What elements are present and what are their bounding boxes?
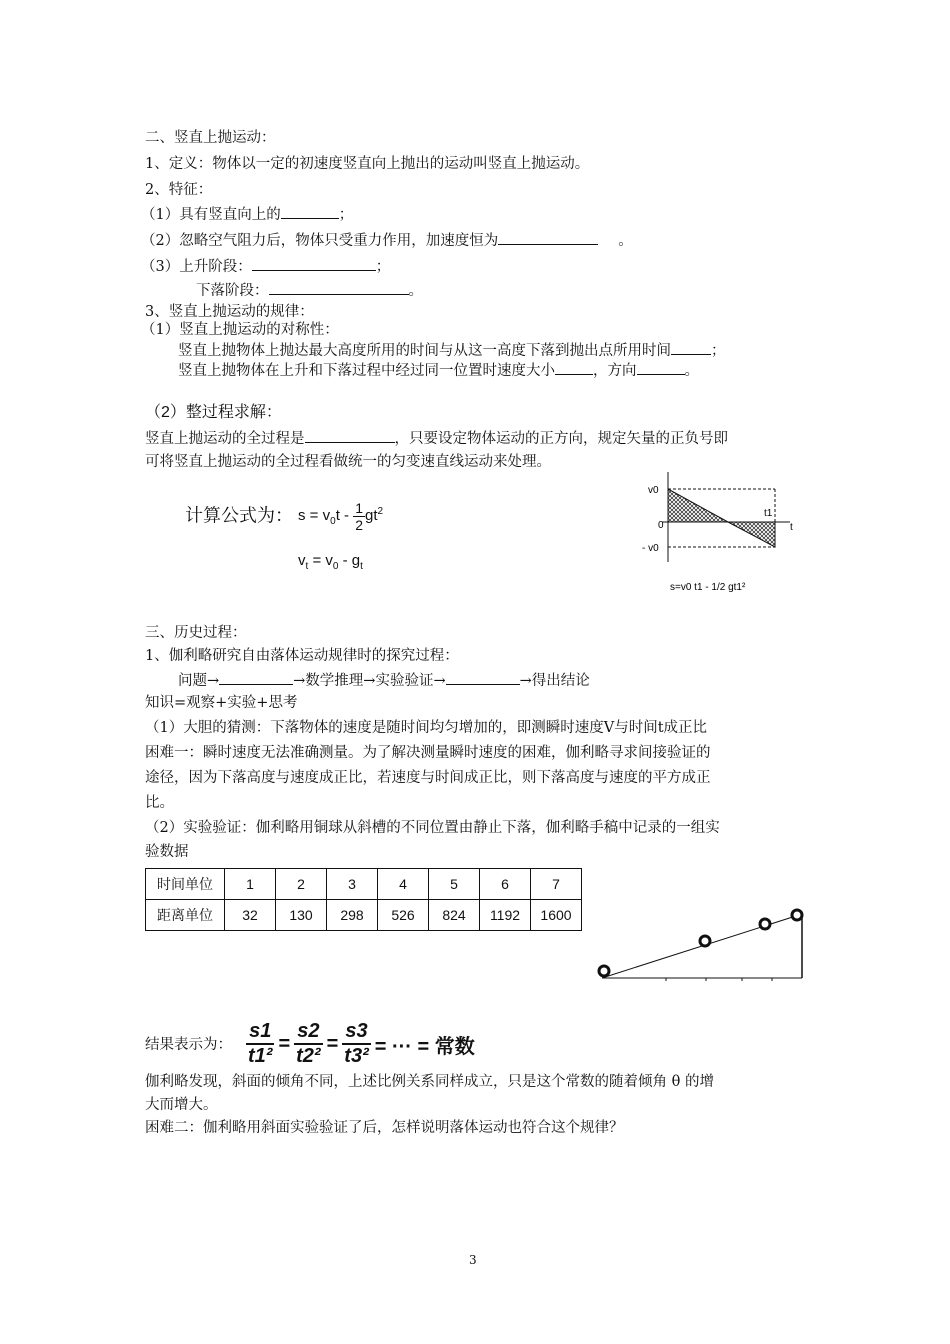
whole-process-title: （2）整过程求解： — [145, 404, 282, 421]
blank-5[interactable] — [671, 340, 711, 355]
incline-diagram — [592, 898, 812, 988]
features-title: 2、特征： — [145, 182, 213, 198]
table-cell: 3 — [327, 869, 378, 900]
table-cell: 2 — [276, 869, 327, 900]
blank-4[interactable] — [269, 280, 409, 295]
difficulty1-c: 比。 — [145, 795, 174, 811]
whole-process-1: 竖直上抛运动的全过程是 ，只要设定物体运动的正方向，规定矢量的正负号即 — [145, 428, 728, 449]
finding-b: 大而增大。 — [145, 1097, 218, 1113]
calc-formula-s: 计算公式为： $s = v_0t$ - $\frac{1}{2}$ $gt^2$ — [185, 500, 384, 533]
difficulty1-b: 途径，因为下落高度与速度成正比，若速度与时间成正比，则下落高度与速度的平方成正 — [145, 770, 711, 786]
area-positive — [668, 489, 728, 522]
whole-process-2: 可将竖直上抛运动的全过程看做统一的匀变速直线运动来处理。 — [145, 454, 551, 470]
table-cell: 130 — [276, 900, 327, 931]
table-cell: 1600 — [531, 900, 582, 931]
label-t1: t1 — [764, 508, 773, 519]
label-v0: v0 — [648, 485, 659, 496]
table-row-distance — [146, 900, 582, 931]
law-title: 3、竖直上抛运动的规律： — [145, 304, 314, 320]
inquiry-flow: 问题→ →数学推理→实验验证→ →得出结论 — [178, 670, 590, 691]
table-cell: 7 — [531, 869, 582, 900]
table-cell: 4 — [378, 869, 429, 900]
symmetry-title: （1）竖直上抛运动的对称性： — [141, 322, 339, 338]
blank-1[interactable] — [281, 204, 339, 219]
experiment-a: （2）实验验证：伽利略用铜球从斜槽的不同位置由静止下落，伽利略手稿中记录的一组实 — [145, 820, 720, 836]
difficulty2: 困难二：伽利略用斜面实验验证了后，怎样说明落体运动也符合这个规律？ — [145, 1120, 624, 1136]
table-cell: 1192 — [480, 900, 531, 931]
table-cell: 5 — [429, 869, 480, 900]
graph-caption: s=v0 t1 - 1/2 gt1² — [670, 582, 746, 593]
ball-icon — [760, 919, 770, 929]
section3-item1: 1、伽利略研究自由落体运动规律时的探究过程： — [145, 648, 459, 664]
definition: 1、定义：物体以一定的初速度竖直向上抛出的运动叫竖直上抛运动。 — [145, 156, 590, 172]
feature-3b: 下落阶段： 。 — [196, 280, 423, 301]
table-cell: 1 — [225, 869, 276, 900]
table-cell: 526 — [378, 900, 429, 931]
label-t: t — [790, 522, 793, 533]
section3-heading: 三、历史过程： — [145, 625, 247, 641]
vt-graph — [640, 470, 810, 600]
knowledge-line: 知识=观察+实验+思考 — [145, 695, 298, 711]
ratio-formula: $\frac{s1}{\text{t1²}}$ = $\frac{s2}{\text{t2²}}$ = $\frac{s3}{\text{t3²}}$ = ··· = 常数 — [248, 1020, 475, 1067]
label-zero: 0 — [658, 520, 664, 531]
blank-2[interactable] — [498, 230, 598, 245]
difficulty1-a: 困难一：瞬时速度无法准确测量。为了解决测量瞬时速度的困难，伽利略寻求间接验证的 — [145, 745, 711, 761]
table-cell: 824 — [429, 900, 480, 931]
blank-3[interactable] — [252, 256, 376, 271]
feature-2: （2）忽略空气阻力后，物体只受重力作用，加速度恒为 。 — [141, 230, 633, 251]
ball-icon — [599, 966, 609, 976]
section2-heading: 二、竖直上抛运动： — [145, 130, 276, 146]
area-negative — [728, 522, 775, 547]
blank-10[interactable] — [446, 670, 520, 685]
symmetry-2: 竖直上抛物体在上升和下落过程中经过同一位置时速度大小 ，方向 。 — [178, 360, 699, 381]
table-cell: 32 — [225, 900, 276, 931]
row-label-time: 时间单位 — [146, 869, 225, 900]
blank-7[interactable] — [637, 360, 685, 375]
row-label-distance: 距离单位 — [146, 900, 225, 931]
blank-6[interactable] — [555, 360, 593, 375]
table-row-time — [146, 869, 582, 900]
result-label: 结果表示为： — [145, 1037, 232, 1053]
bold-guess: （1）大胆的猜测：下落物体的速度是随时间均匀增加的，即测瞬时速度V与时间t成正比 — [145, 720, 708, 736]
galileo-data-table — [145, 868, 582, 931]
table-cell: 298 — [327, 900, 378, 931]
ball-icon — [792, 910, 802, 920]
blank-9[interactable] — [219, 670, 293, 685]
page-number: 3 — [469, 1253, 477, 1267]
table-cell: 6 — [480, 869, 531, 900]
label-neg-v0: - v0 — [642, 543, 659, 554]
experiment-b: 验数据 — [145, 844, 189, 860]
feature-3: （3）上升阶段： ； — [141, 256, 390, 277]
calc-formula-v: $v_t = v_0 - g_t$ — [298, 552, 363, 572]
feature-1: （1）具有竖直向上的 ； — [141, 204, 353, 225]
symmetry-1: 竖直上抛物体上抛达最大高度所用的时间与从这一高度下落到抛出点所用时间 ； — [178, 340, 726, 361]
blank-8[interactable] — [305, 428, 395, 443]
ball-icon — [700, 936, 710, 946]
finding-a: 伽利略发现，斜面的倾角不同，上述比例关系同样成立，只是这个常数的随着倾角 θ 的增 — [145, 1074, 714, 1090]
